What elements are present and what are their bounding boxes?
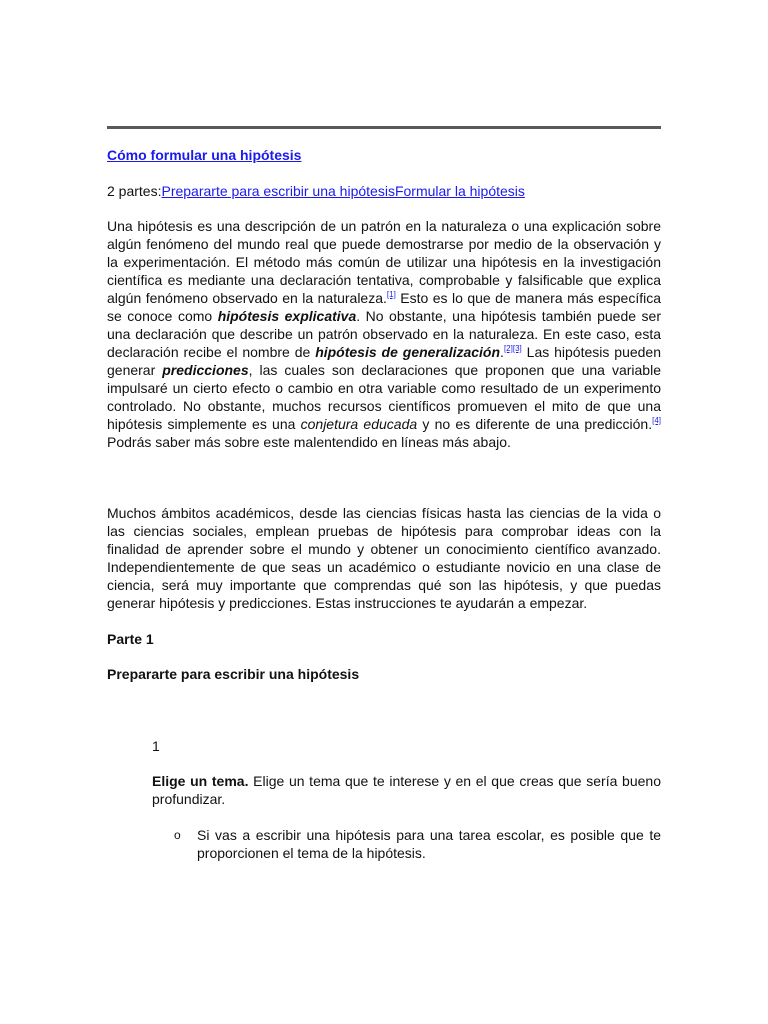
term-predicciones: predicciones	[162, 362, 249, 378]
text-span: y no es diferente de una predicción.	[417, 416, 653, 432]
text-span: Esto es lo que de manera más específica se conoce como	[107, 290, 661, 324]
article-title-link[interactable]: Cómo formular una hipótesis	[107, 147, 302, 163]
term-conjetura: conjetura educada	[300, 416, 418, 432]
bullet-text: Si vas a escribir una hipótesis para una tarea escolar, es posible que te proporcionen el tema de la hipótesis.	[197, 827, 661, 861]
reference-4[interactable]	[652, 416, 661, 425]
bullet-marker: o	[174, 828, 181, 842]
term-generalizacion: hipótesis de generalización	[315, 344, 501, 360]
step-title: Elige un tema.	[152, 773, 249, 789]
reference-link[interactable]: [1]	[386, 290, 396, 299]
intro-paragraph	[107, 217, 661, 451]
text-span: Las hipótesis pueden generar	[107, 344, 662, 378]
reference-link[interactable]: [4]	[652, 416, 662, 425]
horizontal-rule	[107, 126, 661, 129]
step-1	[152, 737, 661, 862]
part1-link[interactable]: Prepararte para escribir una hipótesis	[161, 183, 395, 199]
reference-1[interactable]	[387, 290, 396, 299]
article-body	[107, 146, 661, 862]
parts-line	[107, 182, 661, 200]
text-span: Podrás saber más sobre este malentendido en líneas más abajo.	[107, 434, 511, 450]
reference-2-3[interactable]	[504, 344, 522, 353]
text-span: .	[500, 344, 504, 360]
reference-link[interactable]: [3]	[512, 344, 522, 353]
term-explicativa: hipótesis explicativa	[217, 308, 357, 324]
second-paragraph: Muchos ámbitos académicos, desde las ciencias físicas hasta las ciencias de la vida o las ciencias sociales, emplean pruebas de hipótesis para comprobar ideas con la finalidad de aprender sobre el mundo y obtener un conocimiento científico avanzado. Independientemente de que seas un académico o estudiante novicio en una clase de ciencia, será muy importante que comprendas qué son las hipótesis, y que puedas generar hipótesis y predicciones. Estas instrucciones te ayudarán a empezar.	[107, 505, 661, 611]
step-description: Elige un tema que te interese y en el que creas que sería bueno profundizar.	[152, 773, 661, 807]
step-number: 1	[152, 738, 160, 754]
reference-link[interactable]: [2]	[503, 344, 513, 353]
list-item	[174, 826, 661, 862]
step-text	[152, 772, 661, 808]
parts-prefix: 2 partes:	[107, 183, 162, 199]
part2-link[interactable]: Formular la hipótesis	[394, 183, 525, 199]
part-label: Parte 1	[107, 631, 154, 647]
text-span: , las cuales son declaraciones que proponen que una variable impulsaré un cierto efecto o cambio en otra variable como resultado de un experimento controlado. No obstante, muchos recursos científicos promueven el mito de que una hipótesis simplemente es una	[107, 362, 661, 432]
part-title: Prepararte para escribir una hipótesis	[107, 666, 360, 682]
text-span: . No obstante, una hipótesis también puede ser una declaración que describe un patrón observado en la naturaleza. En este caso, esta declaración recibe el nombre de	[107, 308, 661, 360]
text-span: Una hipótesis es una descripción de un patrón en la naturaleza o una explicación sobre algún fenómeno del mundo real que puede demostrarse por medio de la observación y la experimentación. El método más común de utilizar una hipótesis en la investigación científica es mediante una declaración tentativa, comprobable y falsificable que explica algún fenómeno observado en la naturaleza.	[107, 218, 661, 306]
